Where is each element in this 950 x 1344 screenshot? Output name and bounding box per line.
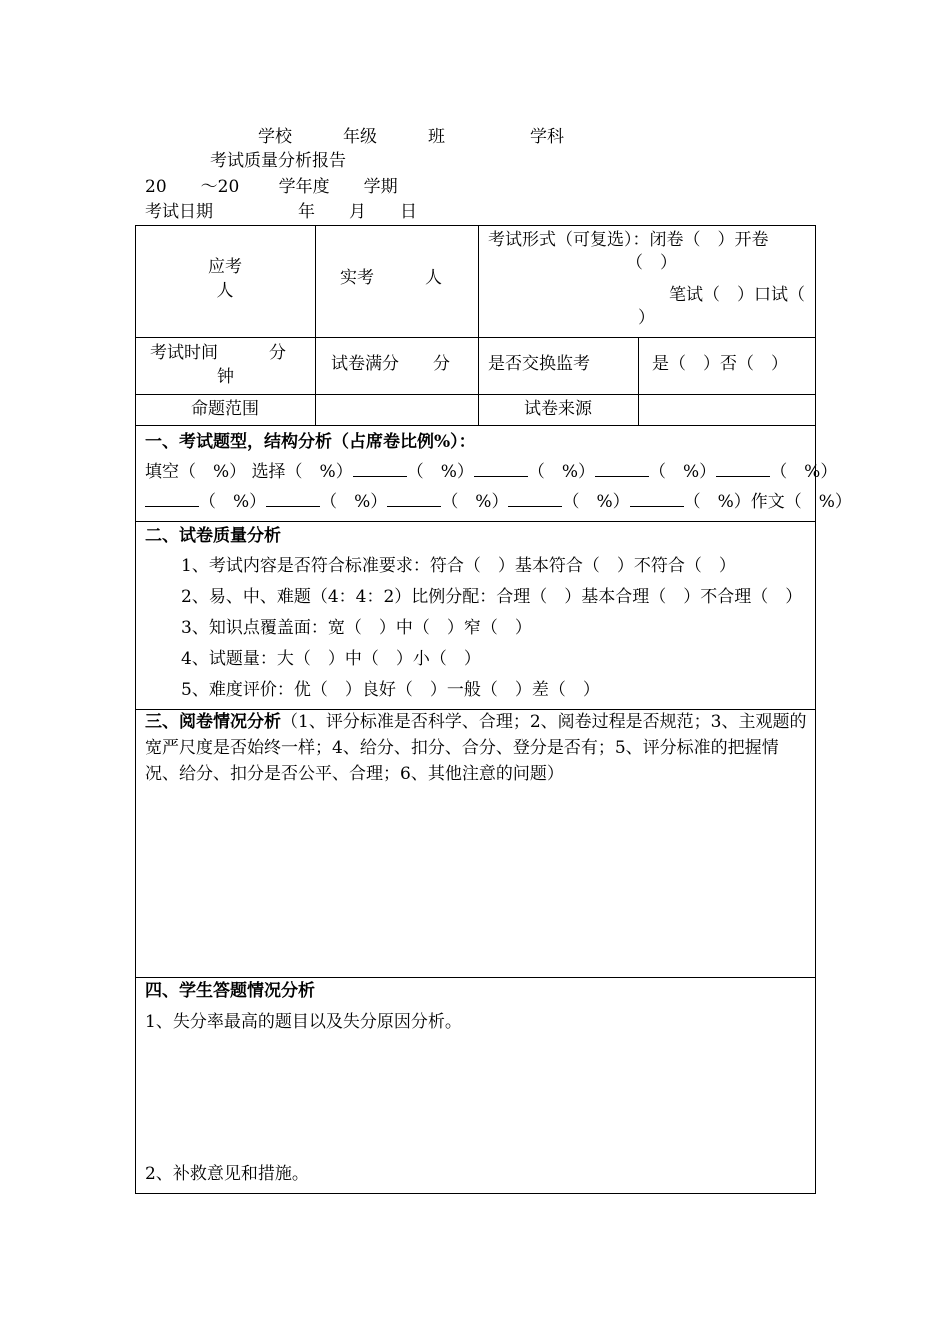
swap-proctor-label: 是否交换监考 — [488, 354, 590, 374]
paper-source-label: 试卷来源 — [524, 399, 592, 419]
full-score-label: 试卷满分 分 — [331, 354, 450, 374]
report-title: 考试质量分析报告 — [210, 151, 346, 171]
section2-title: 二、试卷质量分析 — [145, 526, 281, 546]
section3-body: （1、评分标准是否科学、合理；2、阅卷过程是否规范；3、主观题的宽严尺度是否始终一样；4、给分、扣分、合分、登分是否有；5、评分标准的把握情况、给分、扣分是否公平、合理；6、其他注意的问题） — [145, 712, 807, 784]
quality-item-5: 5、难度评价：优（ ）良好（ ）一般（ ）差（ ） — [181, 680, 600, 700]
exam-time-unit: 钟 — [217, 367, 234, 387]
essay-pct: 作文（ %） — [750, 492, 852, 512]
fill-blank-pct: 填空（ %） — [145, 462, 247, 482]
section4-title: 四、学生答题情况分析 — [145, 981, 315, 1001]
actual-count-label: 实考 人 — [340, 268, 442, 288]
swap-proctor-options: 是（ ）否（ ） — [652, 354, 788, 374]
choice-pct: 选择（ %） — [251, 462, 353, 482]
exam-format-label: 考试形式（可复选）：闭卷（ ）开卷 — [488, 230, 769, 250]
section4-item-2: 2、补救意见和措施。 — [145, 1164, 309, 1184]
exam-time-label: 考试时间 分 — [150, 343, 286, 363]
question-type-line-2: （ %） （ %） （ %） （ %） （ %）作文（ %） — [145, 491, 852, 513]
quality-item-2: 2、易、中、难题（4：4：2）比例分配：合理（ ）基本合理（ ）不合理（ ） — [181, 587, 803, 607]
header-line-1: 学校 年级 班 学科 — [258, 127, 564, 147]
section3-text — [145, 709, 811, 787]
exam-format-paren: （ ） — [626, 253, 677, 273]
scope-label: 命题范围 — [191, 399, 259, 419]
quality-item-3: 3、知识点覆盖面：宽（ ）中（ ）窄（ ） — [181, 618, 532, 638]
header-line-3: 20 ～20 学年度 学期 — [145, 177, 398, 197]
section3-title: 三、阅卷情况分析 — [145, 712, 281, 732]
quality-item-4: 4、试题量：大（ ）中（ ）小（ ） — [181, 649, 481, 669]
exam-format-close: ） — [638, 308, 655, 328]
expected-count-unit: 人 — [216, 281, 234, 301]
expected-count-label: 应考 — [208, 257, 242, 277]
exam-date-line: 考试日期 年 月 日 — [145, 202, 417, 222]
section4-item-1: 1、失分率最高的题目以及失分原因分析。 — [145, 1012, 462, 1032]
exam-format-written: 笔试（ ）口试（ — [669, 285, 805, 305]
section1-title: 一、考试题型，结构分析（占席卷比例%）： — [145, 432, 476, 452]
quality-item-1: 1、考试内容是否符合标准要求：符合（ ）基本符合（ ）不符合（ ） — [181, 556, 736, 576]
question-type-line-1: 填空（ %） 选择（ %） （ %） （ %） （ %） （ %） — [145, 462, 838, 482]
